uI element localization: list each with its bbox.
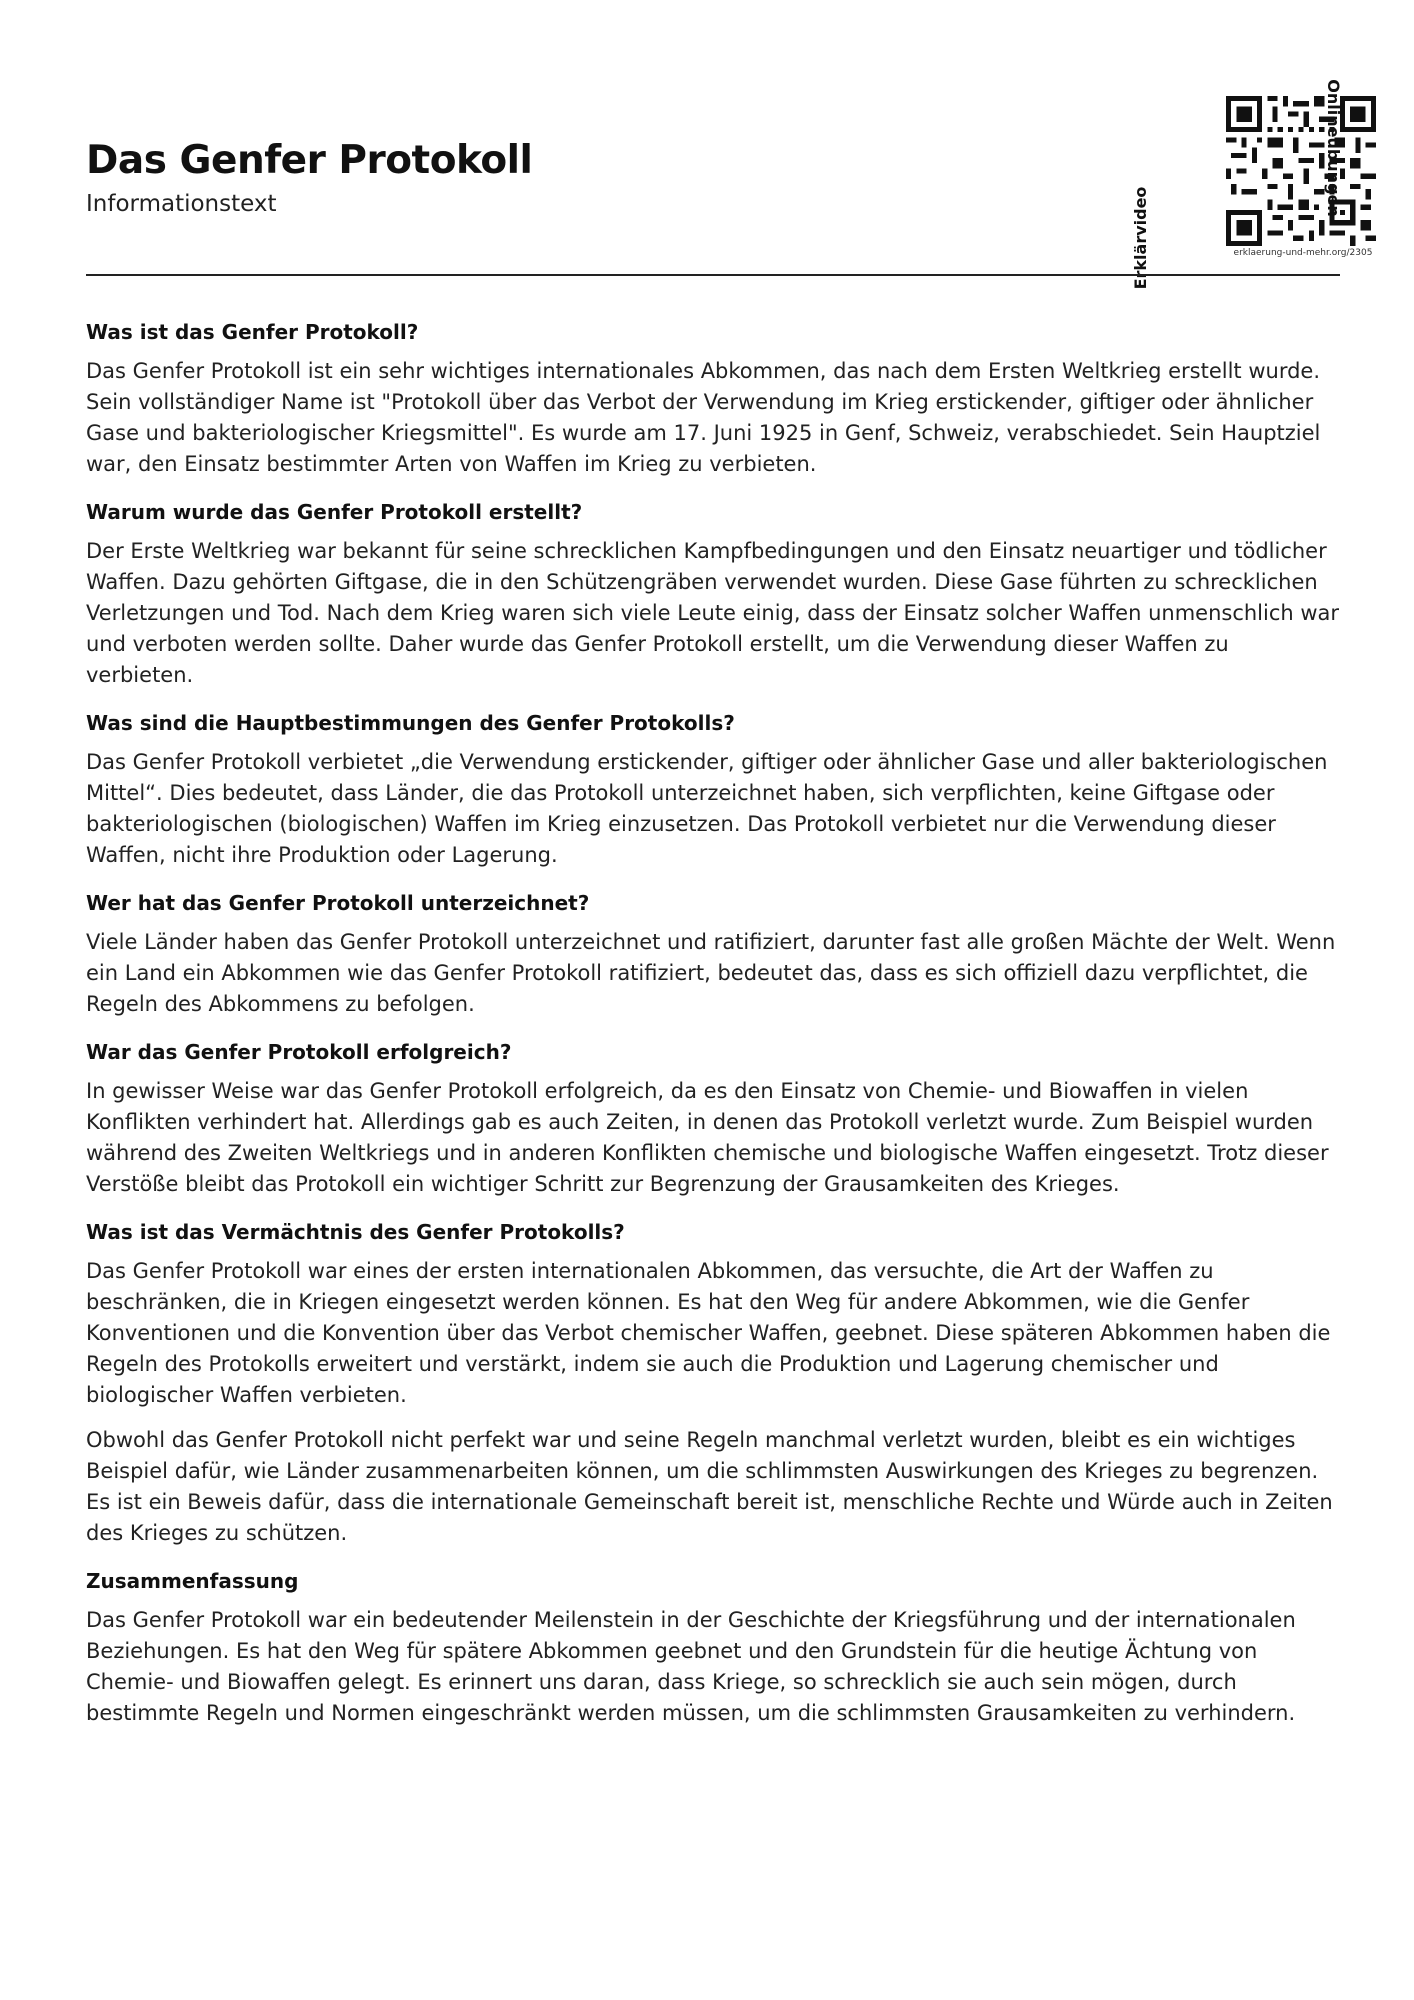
document-header: [86, 0, 1373, 290]
section-paragraph: Das Genfer Protokoll ist ein sehr wichtiges internationales Abkommen, das nach dem Ersten Weltkrieg erstellt wurde. Sein vollständiger Name ist "Protokoll über das Verbot der Verwendung im Krieg erstickender, giftiger oder ähnlicher Gase und bakteriologischer Kriegsmittel". Es wurde am 17. Juni 1925 in Genf, Schweiz, verabschiedet. Sein Hauptziel war, den Einsatz bestimmter Arten von Waffen im Krieg zu verbieten.: [86, 359, 1321, 476]
section-zusammenfassung: [86, 1567, 1340, 1729]
header-divider: [86, 274, 1340, 276]
section-paragraph: Viele Länder haben das Genfer Protokoll unterzeichnet und ratifiziert, darunter fast alle großen Mächte der Welt. Wenn ein Land ein Abkommen wie das Genfer Protokoll ratifiziert, bedeutet das, dass es sich offiziell dazu verpflichtet, die Regeln des Abkommens zu befolgen.: [86, 930, 1336, 1016]
section-hauptbestimmungen: [86, 709, 1340, 871]
section-paragraph: Das Genfer Protokoll war eines der ersten internationalen Abkommen, das versuchte, die Art der Waffen zu beschränken, die in Kriegen eingesetzt werden können. Es hat den Weg für andere Abkommen, wie die Genfer Konventionen und die Konvention über das Verbot chemischer Waffen, geebnet. Diese späteren Abkommen haben die Regeln des Protokolls erweitert und verstärkt, indem sie auch die Produktion und Lagerung chemischer und biologischer Waffen verbieten.: [86, 1259, 1331, 1407]
qr-code-block[interactable]: [1108, 79, 1373, 290]
section-paragraph: Das Genfer Protokoll war ein bedeutender Meilenstein in der Geschichte der Kriegsführung und der internationalen Beziehungen. Es hat den Weg für spätere Abkommen geebnet und den Grundstein für die heutige Ächtung von Chemie- und Biowaffen gelegt. Es erinnert uns daran, dass Kriege, so schrecklich sie auch sein mögen, durch bestimmte Regeln und Normen eingeschränkt werden müssen, um die schlimmsten Grausamkeiten zu verhindern.: [86, 1608, 1296, 1725]
section-heading: War das Genfer Protokoll erfolgreich?: [86, 1040, 512, 1064]
qr-label-video: Erklärvideo: [1131, 186, 1150, 290]
section-heading: Wer hat das Genfer Protokoll unterzeichnet?: [86, 891, 590, 915]
section-heading: Was sind die Hauptbestimmungen des Genfer Protokolls?: [86, 711, 735, 735]
section-vermaechtnis: [86, 1218, 1340, 1549]
section-paragraph: Der Erste Weltkrieg war bekannt für seine schrecklichen Kampfbedingungen und den Einsatz neuartiger und tödlicher Waffen. Dazu gehörten Giftgase, die in den Schützengräben verwendet wurden. Diese Gase führten zu schrecklichen Verletzungen und Tod. Nach dem Krieg waren sich viele Leute einig, dass der Einsatz solcher Waffen unmenschlich war und verboten werden sollte. Daher wurde das Genfer Protokoll erstellt, um die Verwendung dieser Waffen zu verbieten.: [86, 539, 1340, 687]
section-warum: [86, 498, 1340, 691]
qr-code-icon[interactable]: [1226, 96, 1376, 246]
page-title: Das Genfer Protokoll: [86, 138, 533, 183]
qr-label-exercises: Onlineübungen: [1324, 79, 1343, 217]
section-heading: Was ist das Genfer Protokoll?: [86, 320, 419, 344]
section-heading: Zusammenfassung: [86, 1569, 299, 1593]
section-heading: Warum wurde das Genfer Protokoll erstellt?: [86, 500, 583, 524]
section-unterzeichner: [86, 889, 1340, 1020]
document-body: [86, 300, 1340, 1743]
section-erfolg: [86, 1038, 1340, 1200]
section-was-ist: [86, 318, 1340, 480]
section-paragraph: Das Genfer Protokoll verbietet „die Verwendung erstickender, giftiger oder ähnlicher Gase und aller bakteriologischen Mittel“. Dies bedeutet, dass Länder, die das Protokoll unterzeichnet haben, sich verpflichten, keine Giftgase oder bakteriologischen (biologischen) Waffen im Krieg einzusetzen. Das Protokoll verbietet nur die Verwendung dieser Waffen, nicht ihre Produktion oder Lagerung.: [86, 750, 1328, 867]
page-subtitle: Informationstext: [86, 191, 277, 217]
section-heading: Was ist das Vermächtnis des Genfer Protokolls?: [86, 1220, 625, 1244]
section-paragraph: In gewisser Weise war das Genfer Protokoll erfolgreich, da es den Einsatz von Chemie- und Biowaffen in vielen Konflikten verhindert hat. Allerdings gab es auch Zeiten, in denen das Protokoll verletzt wurde. Zum Beispiel wurden während des Zweiten Weltkriegs und in anderen Konflikten chemische und biologische Waffen eingesetzt. Trotz dieser Verstöße bleibt das Protokoll ein wichtiger Schritt zur Begrenzung der Grausamkeiten des Krieges.: [86, 1079, 1329, 1196]
section-paragraph: Obwohl das Genfer Protokoll nicht perfekt war und seine Regeln manchmal verletzt wurden, bleibt es ein wichtiges Beispiel dafür, wie Länder zusammenarbeiten können, um die schlimmsten Auswirkungen des Krieges zu begrenzen. Es ist ein Beweis dafür, dass die internationale Gemeinschaft bereit ist, menschliche Rechte und Würde auch in Zeiten des Krieges zu schützen.: [86, 1428, 1333, 1545]
qr-url: erklaerung-und-mehr.org/2305: [1233, 248, 1373, 258]
